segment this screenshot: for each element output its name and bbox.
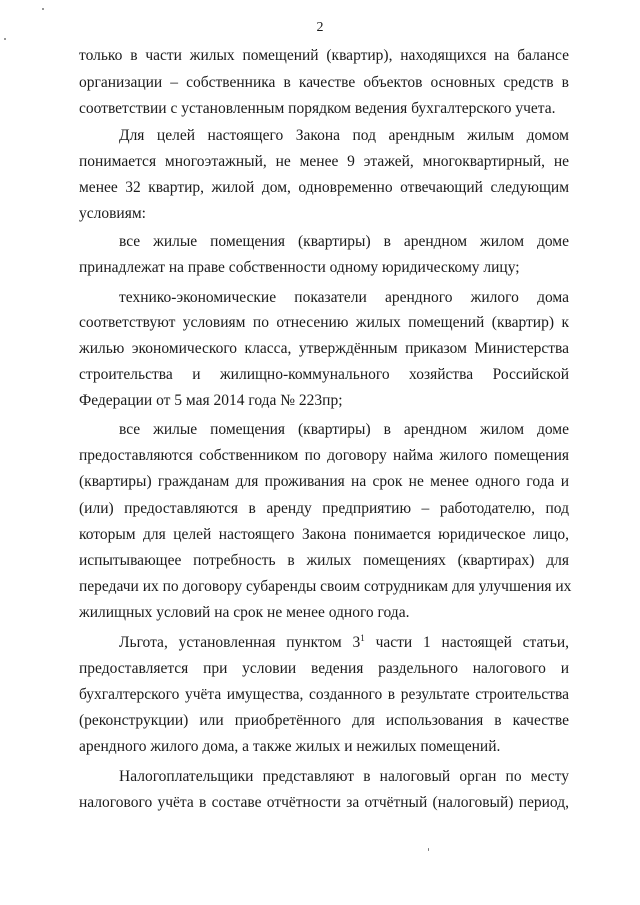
text-line: организации – собственника в качестве объектов основных средств в (79, 74, 569, 91)
text-line: Налогоплательщики представляют в налоговый орган по месту (119, 768, 569, 785)
text-line: которым для целей настоящего Закона понимается юридическое лицо, (79, 526, 569, 543)
text-line: все жилые помещения (квартиры) в арендном жилом доме (119, 421, 569, 438)
superscript: 1 (360, 632, 365, 643)
text-line: Для целей настоящего Закона под арендным жилым домом (119, 127, 569, 144)
text-line: (или) предоставляются в аренду предприятию – работодателю, под (79, 500, 569, 517)
text-line: условиям: (79, 205, 146, 222)
scan-speck (42, 8, 44, 10)
text-line: предоставляются собственником по договору найма жилого помещения (79, 447, 569, 464)
text-line: технико-экономические показатели арендного жилого дома (119, 289, 569, 306)
text-line: понимается многоэтажный, не менее 9 этажей, многоквартирный, не (79, 153, 569, 170)
scan-speck (428, 848, 429, 851)
text-line: Федерации от 5 мая 2014 года № 223пр; (79, 392, 343, 409)
text-line: соответствии с установленным порядком ведения бухгалтерского учета. (79, 100, 556, 117)
text-line: (реконструкции) или приобретённого для использования в качестве (79, 712, 569, 729)
text-line: жилищных условий на срок не менее одного года. (79, 604, 410, 621)
text-line: принадлежат на праве собственности одному юридическому лицу; (79, 259, 520, 276)
text-line: налогового учёта в составе отчётности за отчётный (налоговый) период, (79, 794, 569, 811)
text-line: бухгалтерского учёта имущества, созданного в результате строительства (79, 686, 569, 703)
text-line: передачи их по договору субаренды своим сотрудникам для улучшения их (79, 578, 572, 595)
text-line: (квартиры) гражданам для проживания на срок не менее одного года и (79, 473, 569, 490)
text-line: предоставляется при условии ведения раздельного налогового и (79, 660, 569, 677)
text-line: менее 32 квартир, жилой дом, одновременно отвечающий следующим (79, 179, 569, 196)
text-line: испытывающее потребность в жилых помещениях (квартирах) для (79, 552, 569, 569)
text-line: жилью экономического класса, утверждённым приказом Министерства (79, 340, 569, 357)
text-line: арендного жилого дома, а также жилых и нежилых помещений. (79, 738, 501, 755)
text-fragment: Льгота, установленная пунктом 3 (119, 634, 361, 651)
text-fragment: части 1 настоящей статьи, (364, 634, 569, 651)
text-line: соответствуют условиям по отнесению жилых помещений (квартир) к (79, 314, 569, 331)
text-line (119, 634, 569, 652)
text-line: строительства и жилищно-коммунального хозяйства Российской (79, 366, 569, 383)
page-number: 2 (316, 20, 324, 35)
text-line: только в части жилых помещений (квартир), находящихся на балансе (79, 47, 569, 64)
scan-speck (4, 38, 6, 40)
text-line: все жилые помещения (квартиры) в арендном жилом доме (119, 233, 569, 250)
